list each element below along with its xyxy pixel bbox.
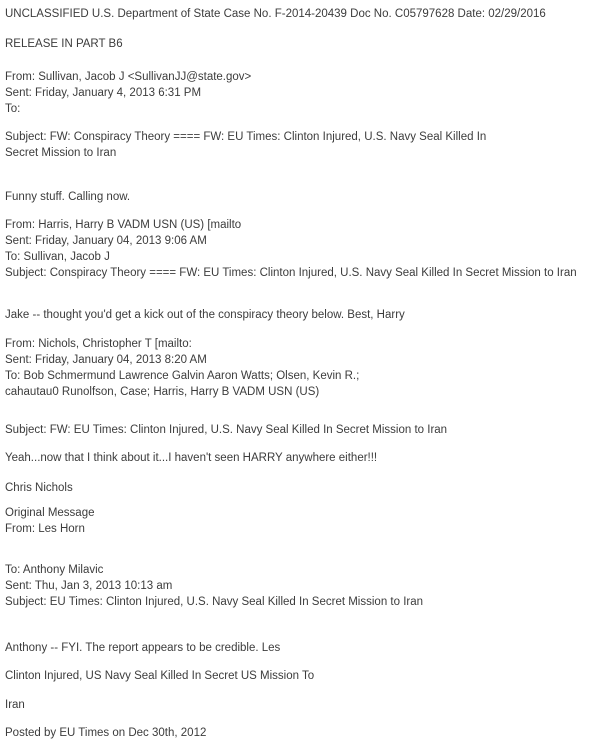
email-to-line: To: Sullivan, Jacob J xyxy=(5,251,110,263)
email-subject-line: Subject: FW: Conspiracy Theory ==== FW: EU Times: Clinton Injured, U.S. Navy Seal Killed In xyxy=(5,131,487,143)
email-to-line: To: Bob Schmermund Lawrence Galvin Aaron Watts; Olsen, Kevin R.; xyxy=(5,370,360,382)
email-body-text: Jake -- thought you'd get a kick out of the conspiracy theory below. Best, Harry xyxy=(5,309,405,321)
email-subject-line: Subject: FW: EU Times: Clinton Injured, U.S. Navy Seal Killed In Secret Mission to Iran xyxy=(5,424,448,436)
article-byline: Posted by EU Times on Dec 30th, 2012 xyxy=(5,727,207,739)
email-from-line: From: Nichols, Christopher T [mailto: xyxy=(5,338,192,350)
email-subject-line-continued: Secret Mission to Iran xyxy=(5,147,117,159)
release-marking: RELEASE IN PART B6 xyxy=(5,38,123,50)
email-to-line: To: xyxy=(5,103,21,115)
classification-banner: UNCLASSIFIED U.S. Department of State Case No. F-2014-20439 Doc No. C05797628 Date: 02/29/2016 xyxy=(5,8,546,20)
email-body-text: Funny stuff. Calling now. xyxy=(5,191,131,203)
email-from-line: From: Harris, Harry B VADM USN (US) [mailto xyxy=(5,219,242,231)
email-nichols xyxy=(5,336,610,496)
email-sent-line: Sent: Thu, Jan 3, 2013 10:13 am xyxy=(5,580,173,592)
article-headline-continued: Iran xyxy=(5,699,25,711)
email-from-line: From: Sullivan, Jacob J <SullivanJJ@state.gov> xyxy=(5,71,252,83)
email-to-line: To: Anthony Milavic xyxy=(5,564,104,576)
email-body-text: Anthony -- FYI. The report appears to be credible. Les xyxy=(5,642,281,654)
forwarded-article xyxy=(5,668,610,741)
email-to-line-continued: cahautau0 Runolfson, Case; Harris, Harry B VADM USN (US) xyxy=(5,386,320,398)
email-horn xyxy=(5,505,610,656)
email-body-text: Yeah...now that I think about it...I haven't seen HARRY anywhere either!!! xyxy=(5,452,378,464)
email-sent-line: Sent: Friday, January 04, 2013 8:20 AM xyxy=(5,354,207,366)
original-message-label: Original Message xyxy=(5,507,95,519)
email-subject-line: Subject: EU Times: Clinton Injured, U.S. Navy Seal Killed In Secret Mission to Iran xyxy=(5,596,424,608)
email-sullivan xyxy=(5,69,610,205)
email-sent-line: Sent: Friday, January 4, 2013 6:31 PM xyxy=(5,87,202,99)
email-signature: Chris Nichols xyxy=(5,482,73,494)
article-headline: Clinton Injured, US Navy Seal Killed In Secret US Mission To xyxy=(5,670,315,682)
email-from-line: From: Les Horn xyxy=(5,523,85,535)
email-sent-line: Sent: Friday, January 04, 2013 9:06 AM xyxy=(5,235,207,247)
email-subject-line: Subject: Conspiracy Theory ==== FW: EU Times: Clinton Injured, U.S. Navy Seal Killed In Secret Mission to Iran xyxy=(5,267,577,279)
email-harris xyxy=(5,217,610,323)
